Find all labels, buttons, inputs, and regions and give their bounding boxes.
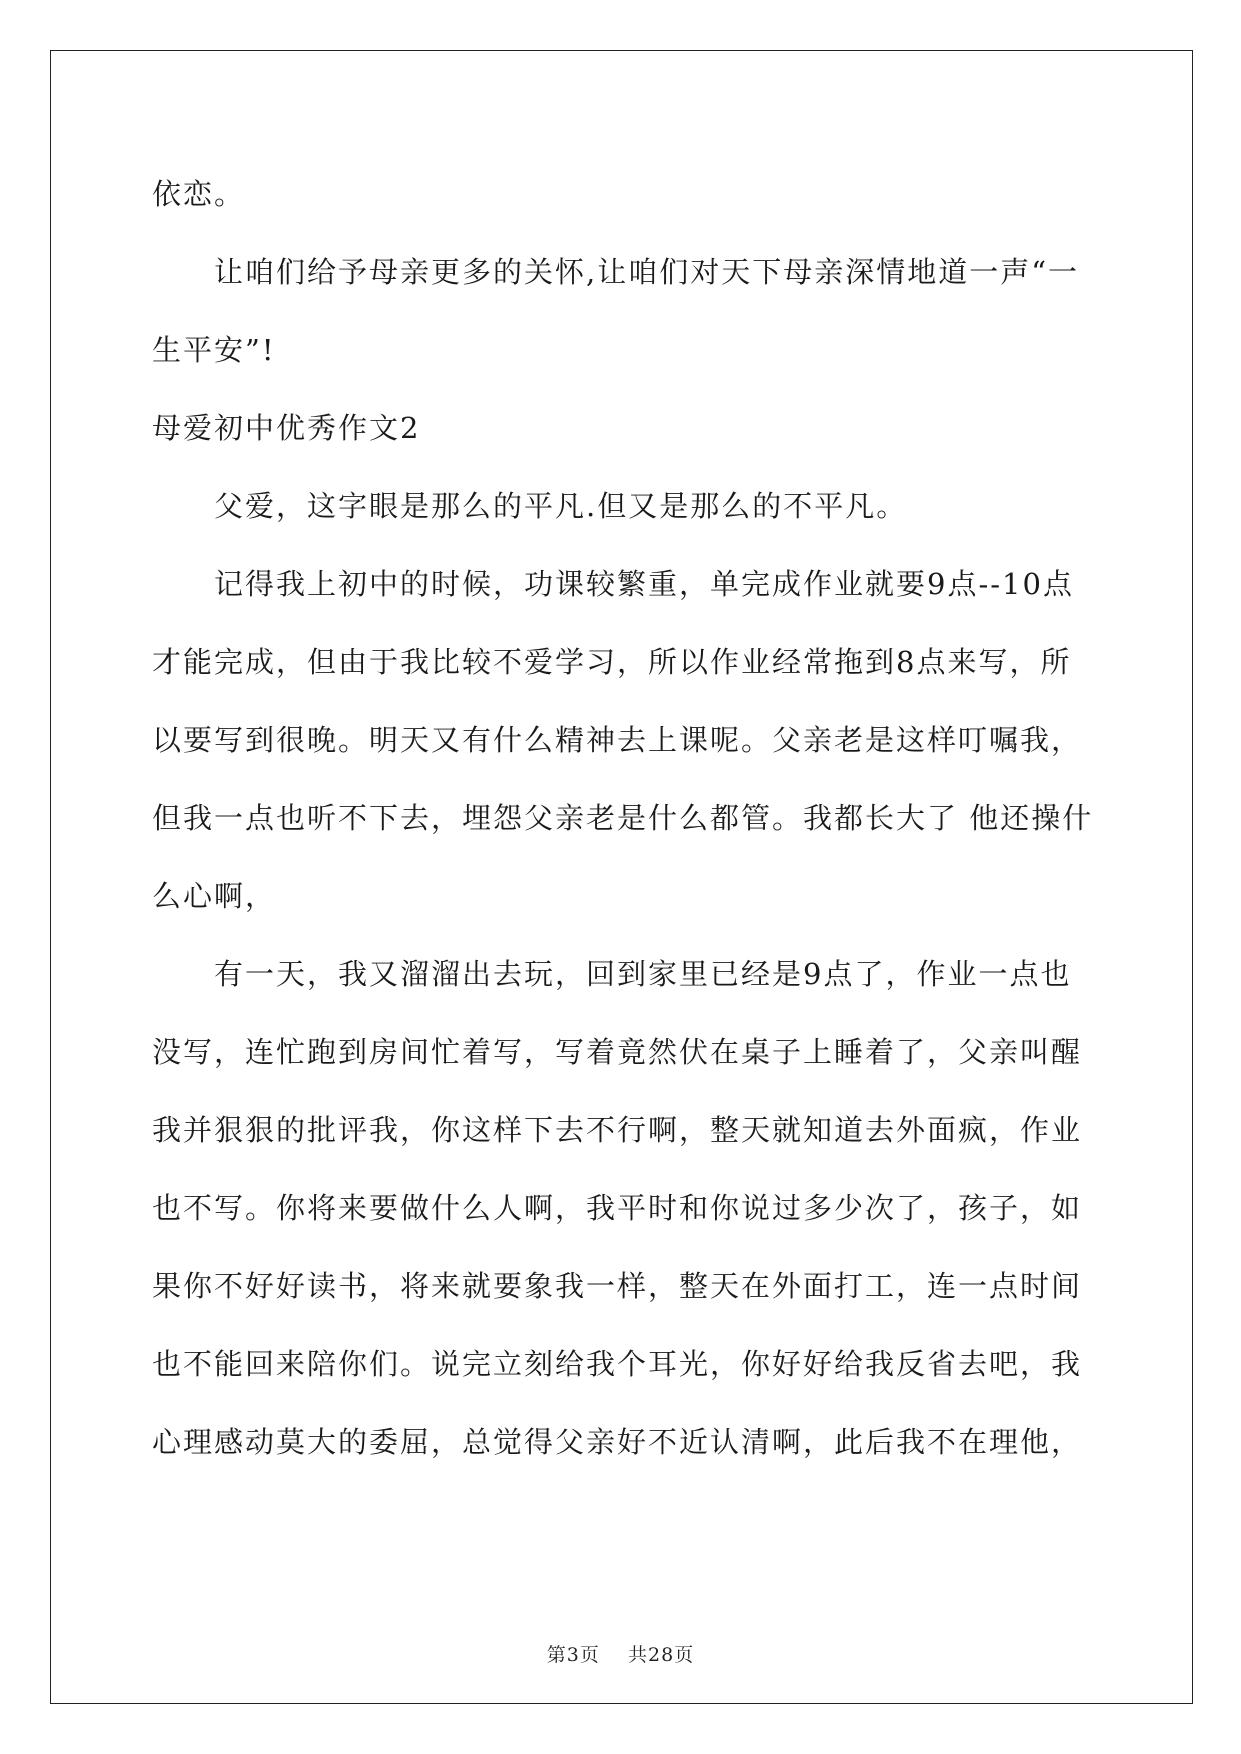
page-number: 第3页 <box>546 1644 600 1666</box>
text-line: 生平安”! <box>152 333 276 367</box>
text-line: 心理感动莫大的委屈，总觉得父亲好不近认清啊，此后我不在理他， <box>152 1425 1083 1459</box>
text-line: 么心啊， <box>152 879 277 913</box>
text-line: 但我一点也听不下去，埋怨父亲老是什么都管。我都长大了 他还操什 <box>152 801 1094 835</box>
text-line: 以要写到很晚。明天又有什么精神去上课呢。父亲老是这样叮嘱我， <box>152 723 1083 757</box>
text-line: 也不能回来陪你们。说完立刻给我个耳光，你好好给我反省去吧，我 <box>152 1347 1083 1381</box>
text-line: 也不写。你将来要做什么人啊，我平时和你说过多少次了，孩子，如 <box>152 1191 1083 1225</box>
text-line: 没写，连忙跑到房间忙着写，写着竟然伏在桌子上睡着了，父亲叫醒 <box>152 1035 1083 1069</box>
text-line: 依恋。 <box>152 177 246 211</box>
document-body <box>152 155 1092 1481</box>
text-line: 果你不好好读书，将来就要象我一样，整天在外面打工，连一点时间 <box>152 1269 1083 1303</box>
text-line: 才能完成，但由于我比较不爱学习，所以作业经常拖到8点来写，所 <box>152 645 1072 679</box>
text-line: 有一天，我又溜溜出去玩，回到家里已经是9点了，作业一点也 <box>214 957 1072 991</box>
text-line: 我并狠狠的批评我，你这样下去不行啊，整天就知道去外面疯，作业 <box>152 1113 1083 1147</box>
text-line: 父爱，这字眼是那么的平凡.但又是那么的不平凡。 <box>214 489 908 523</box>
text-line: 记得我上初中的时候，功课较繁重，单完成作业就要9点--10点 <box>214 567 1074 601</box>
text-line: 让咱们给予母亲更多的关怀,让咱们对天下母亲深情地道一声“一 <box>214 255 1080 289</box>
section-heading: 母爱初中优秀作文2 <box>152 411 421 445</box>
page-total: 共28页 <box>628 1644 695 1666</box>
page-footer <box>0 1640 1241 1667</box>
